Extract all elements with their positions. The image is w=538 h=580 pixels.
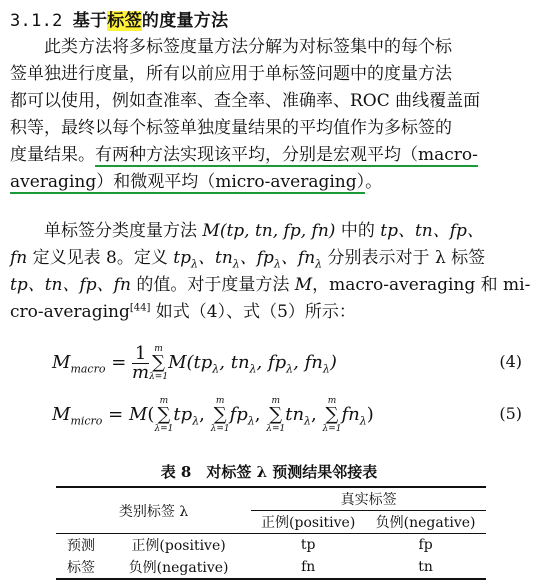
section-title-pre: 基于 [72,11,108,31]
cell-fn: fn [251,556,365,579]
eq4-number: (4) [499,352,522,371]
col-header-negative: 负例(negative) [365,511,486,534]
eq4-numerator: 1 [132,345,149,364]
para2-text: 的值。对于度量方法 [130,275,295,295]
para1-line-5 [10,142,532,169]
para2-line-3 [10,272,532,299]
sum-upper: m [159,396,169,406]
paragraph-1 [10,34,532,196]
cell-tp: tp [251,534,365,557]
section-heading [10,6,228,31]
para1-line-4: 积等，最终以每个标签单独度量结果的平均值作为多标签的 [10,118,452,138]
table-row [56,534,486,557]
eq4-fraction [132,342,150,383]
para1-line-6 [10,169,532,196]
table-row [56,487,486,511]
para2-line-4 [10,299,532,326]
para2-math: tp、tn、fp、fn [10,275,131,295]
para2-math: M [294,275,313,295]
equation-4: $M_{macro}$ = $\frac{1}{m}$ m ∑ λ=1 $M(tp_\lambda$, $tn_\lambda$, $fp_\lambda$, $fn_\lambda$) (4) [52,342,522,383]
citation-ref: [44] [129,302,151,314]
eq4-lhs: M [52,352,71,373]
sum-lower: λ=1 [210,424,230,434]
eq5-sum-4: m ∑ λ=1 [322,396,342,434]
para2-text: 定义见表 8。定义 [27,248,174,268]
table-caption: 表 8 对标签 λ 预测结果邻接表 [160,463,378,481]
eq5-lhs: M [52,404,71,425]
eq4-lhs-sub: macro [70,362,106,376]
sum-upper: m [215,396,225,406]
para2-text: 中的 [335,221,381,241]
sum-upper: m [154,344,163,354]
para1-line-6-plain: 。 [365,172,383,192]
section-title-post: 的度量方法 [141,11,229,31]
cell-fp: fp [365,534,486,557]
eq4-denominator: m [132,361,150,383]
row-header-negative: 负例(negative) [106,556,251,579]
sum-lower: λ=1 [322,424,342,434]
para2-line-2 [10,245,532,272]
eq4-sum: m ∑ λ=1 [149,344,169,382]
paragraph-2 [10,218,532,326]
para2-text: 分别表示对于 λ 标签 [322,248,486,268]
para1-line-5-plain: 度量结果。 [10,145,95,165]
contingency-table [56,486,486,580]
cell-tn: tn [365,556,486,579]
para2-text: ，macro-averaging 和 mi- [312,275,531,295]
para2-text: 单标签分类度量方法 [44,221,203,241]
para2-line-1 [10,218,532,245]
row-group-bottom: 标签 [56,556,106,579]
para1-line-5-underlined: 有两种方法实现该平均，分别是宏观平均（macro- [95,145,478,165]
para1-line-2: 签单独进行度量，所有以前应用于单标签问题中的度量方法 [10,64,452,84]
para2-math: tp、tn、fp、 [380,221,484,241]
section-title-highlight: 标签 [107,11,142,31]
row-header-positive: 正例(positive) [106,534,251,557]
para2-text: cro-averaging [10,302,130,322]
sum-upper: m [327,396,337,406]
sum-upper: m [271,396,280,406]
sum-lower: λ=1 [154,424,174,434]
table-row [56,556,486,579]
eq5-lhs-sub: micro [70,414,103,428]
para2-math: fn [10,248,28,268]
eq5-number: (5) [499,404,522,423]
para2-math-lambda-vars: $tp_\lambda$、$tn_\lambda$、$fp_\lambda$、$fn_\lambda$ [173,248,323,271]
eq5-sum-1: m ∑ λ=1 [154,396,174,434]
sum-lower: λ=1 [149,372,169,382]
col-group-header: 真实标签 [251,487,486,511]
para2-math: M(tp, tn, fp, fn) [202,221,336,241]
eq5-sum-3: m ∑ λ=1 [266,396,286,434]
para1-line-1: 此类方法将多标签度量方法分解为对标签集中的每个标 [44,37,452,57]
section-number: 3.1.2 [10,11,63,31]
para1-line-6-underlined: averaging）和微观平均（micro-averaging） [10,172,366,192]
col-header-positive: 正例(positive) [251,511,365,534]
para1-line-3: 都可以使用，例如查准率、查全率、准确率、ROC 曲线覆盖面 [10,91,481,111]
row-header-cell: 类别标签 λ [56,487,251,534]
eq5-sum-2: m ∑ λ=1 [210,396,230,434]
sum-lower: λ=1 [266,424,286,434]
para2-text: 如式（4）、式（5）所示： [150,302,356,322]
eq4-body: $M(tp_\lambda$, $tn_\lambda$, $fp_\lambda$, $fn_\lambda$) [168,352,337,376]
equation-5: $M_{micro} = M$( m ∑ λ=1 $tp_\lambda$, m ∑ λ=1 $fp_\lambda$, m ∑ λ=1 $tn_\lambda$, m ∑ λ=1 $fn_\lambda$) (5) [52,396,522,434]
row-group-top: 预测 [56,534,106,557]
